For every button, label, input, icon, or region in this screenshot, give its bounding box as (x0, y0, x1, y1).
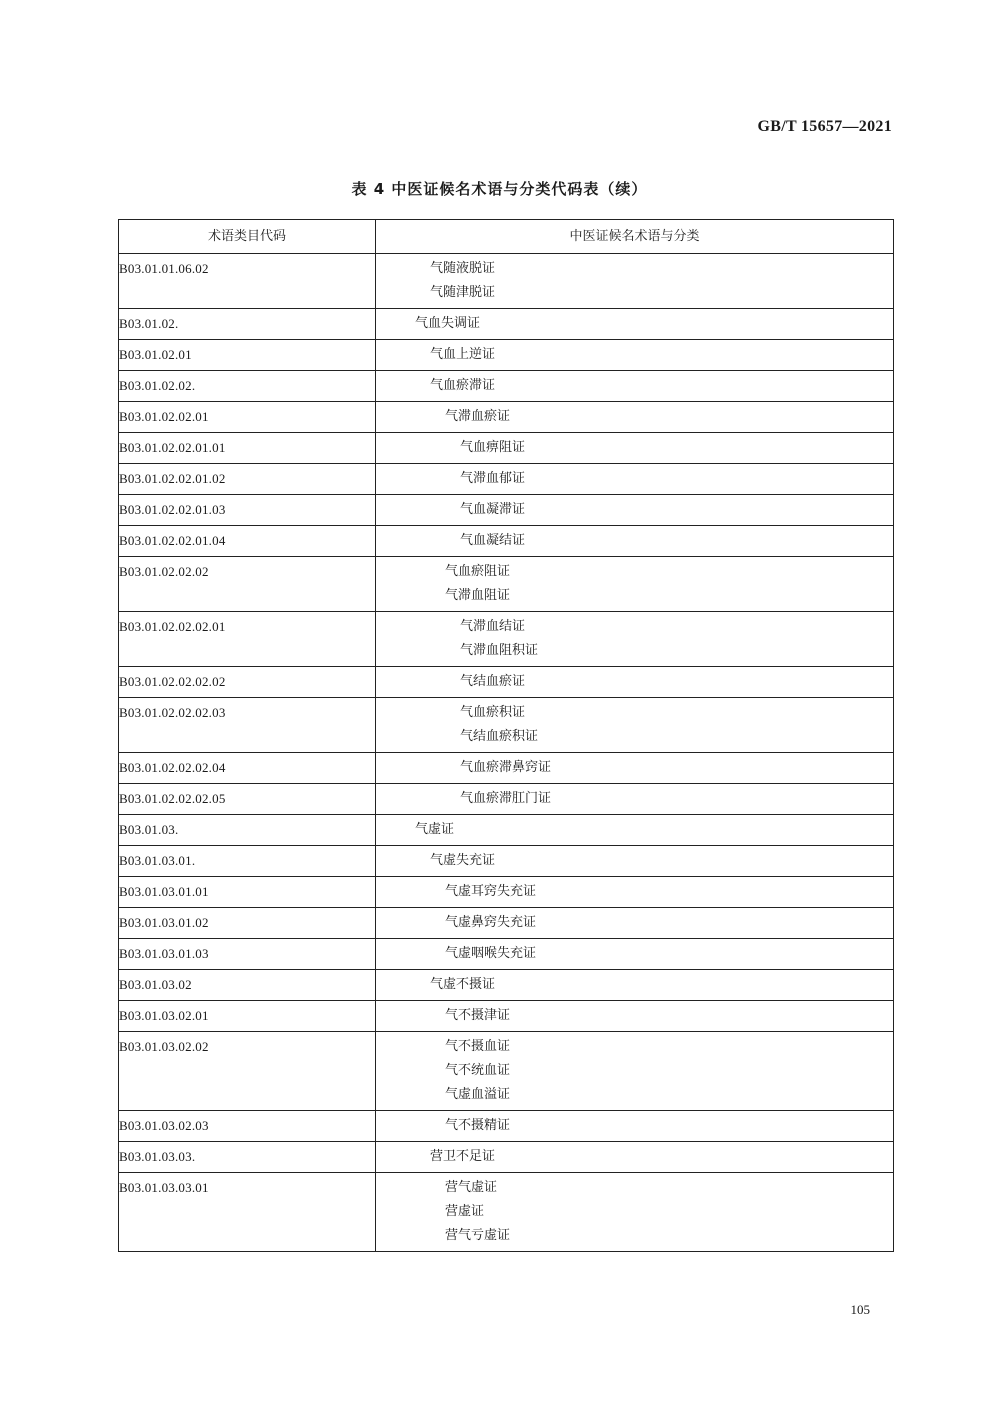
table-title: 表 4 中医证候名术语与分类代码表（续） (351, 180, 648, 198)
column-header-code: 术语类目代码 (119, 220, 376, 254)
category-code-cell: B03.01.03.01.02 (119, 908, 376, 939)
term-name: 气滞血阻积证 (460, 643, 539, 658)
term-name: 气血瘀积证 (460, 705, 526, 720)
term-cell (376, 254, 894, 309)
term-name: 气滞血瘀证 (445, 409, 511, 424)
category-code-cell: B03.01.02.02.02 (119, 557, 376, 612)
table-row (119, 1111, 894, 1142)
term-classification-table (118, 219, 894, 1252)
table-row (119, 557, 894, 612)
term-cell (376, 1173, 894, 1252)
category-code-cell: B03.01.03.01. (119, 846, 376, 877)
term-name: 气虚咽喉失充证 (445, 946, 537, 961)
term-cell (376, 939, 894, 970)
table-row (119, 1032, 894, 1111)
document-code: GB/T 15657—2021 (757, 118, 892, 135)
term-name: 气血凝结证 (460, 533, 526, 548)
table-row (119, 402, 894, 433)
category-code-cell: B03.01.02.02. (119, 371, 376, 402)
term-name: 气血瘀滞鼻窍证 (460, 760, 552, 775)
category-code-cell: B03.01.02. (119, 309, 376, 340)
category-code-cell: B03.01.01.06.02 (119, 254, 376, 309)
term-name: 气不摄精证 (445, 1118, 511, 1133)
table-row (119, 433, 894, 464)
category-code-cell: B03.01.03.01.01 (119, 877, 376, 908)
term-name: 气结血瘀证 (460, 674, 526, 689)
table-row (119, 526, 894, 557)
term-cell (376, 970, 894, 1001)
term-name: 气虚不摄证 (430, 977, 496, 992)
term-cell (376, 464, 894, 495)
category-code-cell: B03.01.03. (119, 815, 376, 846)
table-row (119, 784, 894, 815)
table-row (119, 698, 894, 753)
category-code-cell: B03.01.02.02.01.02 (119, 464, 376, 495)
term-name: 气血上逆证 (430, 347, 496, 362)
table-row (119, 667, 894, 698)
term-name: 气虚鼻窍失充证 (445, 915, 537, 930)
category-code-cell: B03.01.03.02.02 (119, 1032, 376, 1111)
table-row (119, 340, 894, 371)
term-name: 气血瘀阻证 (445, 564, 511, 579)
term-cell (376, 1032, 894, 1111)
term-cell (376, 698, 894, 753)
term-name: 气随液脱证 (430, 261, 496, 276)
table-row (119, 877, 894, 908)
term-name: 气血痹阻证 (460, 440, 526, 455)
category-code-cell: B03.01.03.02 (119, 970, 376, 1001)
table-row (119, 1173, 894, 1252)
term-cell (376, 526, 894, 557)
term-cell (376, 667, 894, 698)
term-name: 气虚耳窍失充证 (445, 884, 537, 899)
term-cell (376, 612, 894, 667)
table-body (119, 254, 894, 1252)
term-cell (376, 495, 894, 526)
table-row (119, 970, 894, 1001)
term-name: 气不摄血证 (445, 1039, 511, 1054)
term-cell (376, 1111, 894, 1142)
term-cell (376, 908, 894, 939)
term-name: 气随津脱证 (430, 285, 496, 300)
category-code-cell: B03.01.02.02.02.05 (119, 784, 376, 815)
header-row (119, 220, 894, 254)
table-row (119, 1142, 894, 1173)
term-name: 气不统血证 (445, 1063, 511, 1078)
term-name: 气滞血结证 (460, 619, 526, 634)
table-row (119, 371, 894, 402)
term-name: 气滞血郁证 (460, 471, 526, 486)
term-cell (376, 402, 894, 433)
table-row (119, 846, 894, 877)
category-code-cell: B03.01.03.01.03 (119, 939, 376, 970)
table-header (119, 220, 894, 254)
table-row (119, 1001, 894, 1032)
category-code-cell: B03.01.02.01 (119, 340, 376, 371)
term-name: 营气虚证 (445, 1180, 498, 1195)
category-code-cell: B03.01.03.02.01 (119, 1001, 376, 1032)
term-cell (376, 1142, 894, 1173)
table-row (119, 254, 894, 309)
term-cell (376, 557, 894, 612)
category-code-cell: B03.01.03.02.03 (119, 1111, 376, 1142)
term-name: 营卫不足证 (430, 1149, 496, 1164)
table-row (119, 815, 894, 846)
term-name: 气血瘀滞证 (430, 378, 496, 393)
category-code-cell: B03.01.02.02.02.04 (119, 753, 376, 784)
term-name: 气虚证 (415, 822, 455, 837)
term-cell (376, 846, 894, 877)
category-code-cell: B03.01.03.03.01 (119, 1173, 376, 1252)
term-name: 气血瘀滞肛门证 (460, 791, 552, 806)
term-cell (376, 309, 894, 340)
term-name: 营虚证 (445, 1204, 485, 1219)
term-cell (376, 753, 894, 784)
term-name: 气滞血阻证 (445, 588, 511, 603)
term-name: 营气亏虚证 (445, 1228, 511, 1243)
category-code-cell: B03.01.02.02.01.03 (119, 495, 376, 526)
category-code-cell: B03.01.02.02.02.02 (119, 667, 376, 698)
term-cell (376, 433, 894, 464)
term-cell (376, 877, 894, 908)
page-number: 105 (850, 1302, 870, 1317)
table-row (119, 495, 894, 526)
table-row (119, 753, 894, 784)
table-row (119, 612, 894, 667)
term-cell (376, 784, 894, 815)
term-cell (376, 815, 894, 846)
term-cell (376, 1001, 894, 1032)
term-name: 气血失调证 (415, 316, 481, 331)
term-name: 气虚失充证 (430, 853, 496, 868)
term-cell (376, 371, 894, 402)
table-row (119, 309, 894, 340)
category-code-cell: B03.01.02.02.02.03 (119, 698, 376, 753)
column-header-term: 中医证候名术语与分类 (376, 220, 894, 254)
term-cell (376, 340, 894, 371)
term-name: 气结血瘀积证 (460, 729, 539, 744)
category-code-cell: B03.01.03.03. (119, 1142, 376, 1173)
term-name: 气虚血溢证 (445, 1087, 511, 1102)
table-row (119, 908, 894, 939)
table-row (119, 939, 894, 970)
term-name: 气血凝滞证 (460, 502, 526, 517)
category-code-cell: B03.01.02.02.01 (119, 402, 376, 433)
category-code-cell: B03.01.02.02.01.04 (119, 526, 376, 557)
table-row (119, 464, 894, 495)
category-code-cell: B03.01.02.02.01.01 (119, 433, 376, 464)
term-name: 气不摄津证 (445, 1008, 511, 1023)
category-code-cell: B03.01.02.02.02.01 (119, 612, 376, 667)
